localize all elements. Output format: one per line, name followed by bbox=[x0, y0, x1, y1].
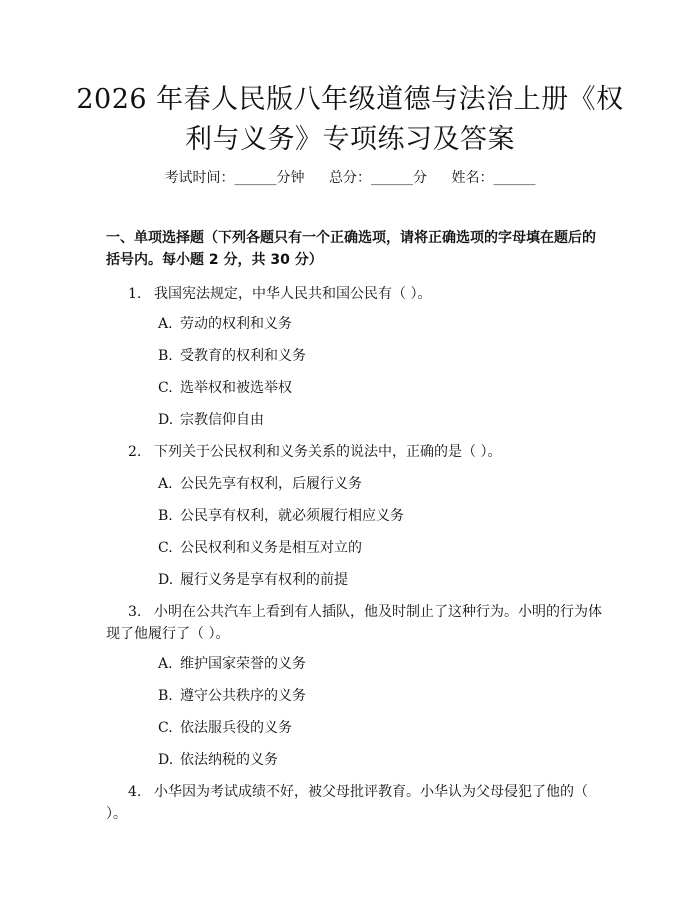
title-line-2: 利与义务》专项练习及答案 bbox=[185, 124, 515, 155]
option-text: 依法服兵役的义务 bbox=[180, 720, 292, 736]
option-letter: A. bbox=[158, 316, 173, 332]
option-2a bbox=[158, 473, 362, 495]
document-title bbox=[60, 80, 640, 160]
option-1c bbox=[158, 377, 292, 399]
question-1 bbox=[106, 283, 606, 305]
student-name: 姓名：______ bbox=[451, 170, 536, 186]
option-letter: B. bbox=[158, 348, 173, 364]
question-number: 1. bbox=[128, 286, 142, 302]
question-2 bbox=[106, 441, 606, 463]
option-text: 维护国家荣誉的义务 bbox=[180, 656, 306, 672]
option-text: 公民享有权利，就必须履行相应义务 bbox=[180, 508, 404, 524]
option-text: 履行义务是享有权利的前提 bbox=[180, 572, 348, 588]
option-text: 依法纳税的义务 bbox=[180, 752, 278, 768]
option-letter: B. bbox=[158, 688, 173, 704]
option-letter: A. bbox=[158, 656, 173, 672]
option-3d bbox=[158, 749, 278, 771]
question-text: 下列关于公民权利和义务关系的说法中，正确的是（ ）。 bbox=[154, 444, 502, 460]
option-letter: C. bbox=[158, 380, 173, 396]
question-4 bbox=[106, 781, 606, 825]
option-text: 公民权利和义务是相互对立的 bbox=[180, 540, 362, 556]
option-text: 受教育的权利和义务 bbox=[180, 348, 306, 364]
exam-total-score: 总分：______分 bbox=[329, 170, 427, 186]
question-text: 小华因为考试成绩不好，被父母批评教育。小华认为父母侵犯了他的（ ）。 bbox=[106, 784, 588, 822]
question-text: 我国宪法规定，中华人民共和国公民有（ ）。 bbox=[154, 286, 432, 302]
exam-info bbox=[0, 167, 700, 187]
option-text: 劳动的权利和义务 bbox=[180, 316, 292, 332]
question-number: 2. bbox=[128, 444, 142, 460]
exam-time: 考试时间：______分钟 bbox=[164, 170, 305, 186]
option-2b bbox=[158, 505, 404, 527]
option-3a bbox=[158, 653, 306, 675]
question-3 bbox=[106, 601, 606, 645]
option-3b bbox=[158, 685, 306, 707]
option-1a bbox=[158, 313, 292, 335]
question-number: 4. bbox=[128, 784, 142, 800]
option-1b bbox=[158, 345, 306, 367]
option-letter: D. bbox=[158, 752, 174, 768]
option-letter: D. bbox=[158, 572, 174, 588]
option-text: 遵守公共秩序的义务 bbox=[180, 688, 306, 704]
option-letter: D. bbox=[158, 412, 174, 428]
title-line-1: 2026 年春人民版八年级道德与法治上册《权 bbox=[76, 84, 624, 115]
option-letter: C. bbox=[158, 540, 173, 556]
option-2d bbox=[158, 569, 348, 591]
option-text: 选举权和被选举权 bbox=[180, 380, 292, 396]
question-number: 3. bbox=[128, 604, 142, 620]
option-letter: C. bbox=[158, 720, 173, 736]
option-letter: B. bbox=[158, 508, 173, 524]
section-heading: 一、单项选择题（下列各题只有一个正确选项，请将正确选项的字母填在题后的括号内。每小题 2 分，共 30 分） bbox=[106, 230, 596, 268]
option-3c bbox=[158, 717, 292, 739]
option-letter: A. bbox=[158, 476, 173, 492]
option-2c bbox=[158, 537, 362, 559]
question-text: 小明在公共汽车上看到有人插队，他及时制止了这种行为。小明的行为体现了他履行了（ ）。 bbox=[106, 604, 602, 642]
option-text: 宗教信仰自由 bbox=[180, 412, 264, 428]
option-text: 公民先享有权利，后履行义务 bbox=[180, 476, 362, 492]
option-1d bbox=[158, 409, 264, 431]
